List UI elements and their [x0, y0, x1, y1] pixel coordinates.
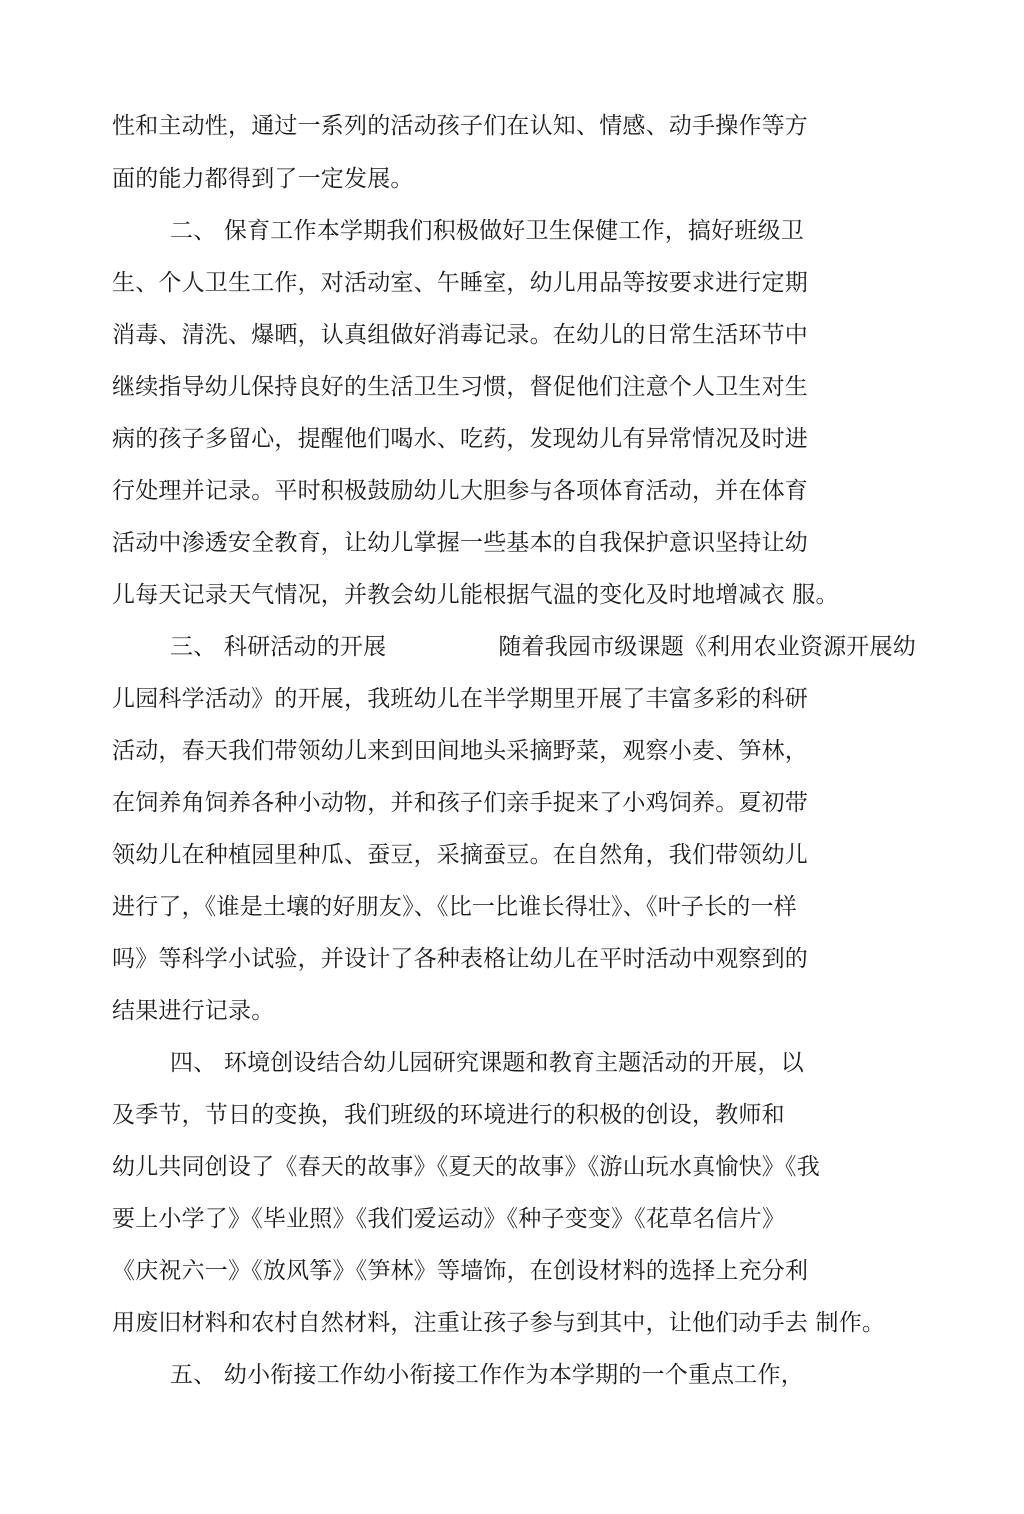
text-line: 儿每天记录天气情况，并教会幼儿能根据气温的变化及时地增减衣 服。	[112, 582, 839, 608]
section-heading-line: 五、 幼小衔接工作幼小衔接工作作为本学期的一个重点工作，	[170, 1362, 804, 1388]
section-heading-line: 四、 环境创设结合幼儿园研究课题和教育主题活动的开展，以	[170, 1050, 804, 1076]
text-line: 生、个人卫生工作，对活动室、午睡室，幼儿用品等按要求进行定期	[112, 270, 808, 296]
text-line: 性和主动性，通过一系列的活动孩子们在认知、情感、动手操作等方	[112, 113, 808, 139]
text-line: 活动中渗透安全教育，让幼儿掌握一些基本的自我保护意识坚持让幼	[112, 530, 808, 556]
section-title: 三、 科研活动的开展	[170, 634, 387, 660]
text-line: 行处理并记录。平时积极鼓励幼儿大胆参与各项体育活动，并在体育	[112, 478, 808, 504]
text-line: 面的能力都得到了一定发展。	[112, 166, 414, 192]
text-line: 儿园科学活动》的开展，我班幼儿在半学期里开展了丰富多彩的科研	[112, 686, 808, 712]
text-line: 要上小学了》《毕业照》《我们爱运动》《种子变变》《花草名信片》	[112, 1206, 786, 1232]
text-line: 吗》等科学小试验，并设计了各种表格让幼儿在平时活动中观察到的	[112, 946, 808, 972]
text-line: 病的孩子多留心，提醒他们喝水、吃药，发现幼儿有异常情况及时进	[112, 426, 808, 452]
text-line: 及季节，节日的变换，我们班级的环境进行的积极的创设，教师和	[112, 1102, 785, 1128]
text-line: 进行了，《谁是土壤的好朋友》、《比一比谁长得壮》、《叶子长的一样	[112, 894, 797, 920]
section-text: 随着我园市级课题《利用农业资源开展幼	[498, 634, 916, 660]
text-line: 幼儿共同创设了《春天的故事》《夏天的故事》《游山玩水真愉快》《我	[112, 1154, 820, 1180]
section-heading-line	[170, 632, 916, 662]
section-heading-line: 二、 保育工作本学期我们积极做好卫生保健工作，搞好班级卫	[170, 218, 804, 244]
text-line: 消毒、清洗、爆晒，认真组做好消毒记录。在幼儿的日常生活环节中	[112, 322, 808, 348]
text-line: 继续指导幼儿保持良好的生活卫生习惯，督促他们注意个人卫生对生	[112, 374, 808, 400]
text-line: 在饲养角饲养各种小动物，并和孩子们亲手捉来了小鸡饲养。夏初带	[112, 790, 808, 816]
text-line: 用废旧材料和农村自然材料，注重让孩子参与到其中，让他们动手去 制作。	[112, 1310, 886, 1336]
text-line: 领幼儿在种植园里种瓜、蚕豆，采摘蚕豆。在自然角，我们带领幼儿	[112, 842, 808, 868]
text-line: 活动，春天我们带领幼儿来到田间地头采摘野菜，观察小麦、笋林，	[112, 738, 808, 764]
text-line: 结果进行记录。	[112, 998, 275, 1024]
text-line: 《庆祝六一》《放风筝》《笋林》等墙饰，在创设材料的选择上充分利	[112, 1258, 809, 1284]
